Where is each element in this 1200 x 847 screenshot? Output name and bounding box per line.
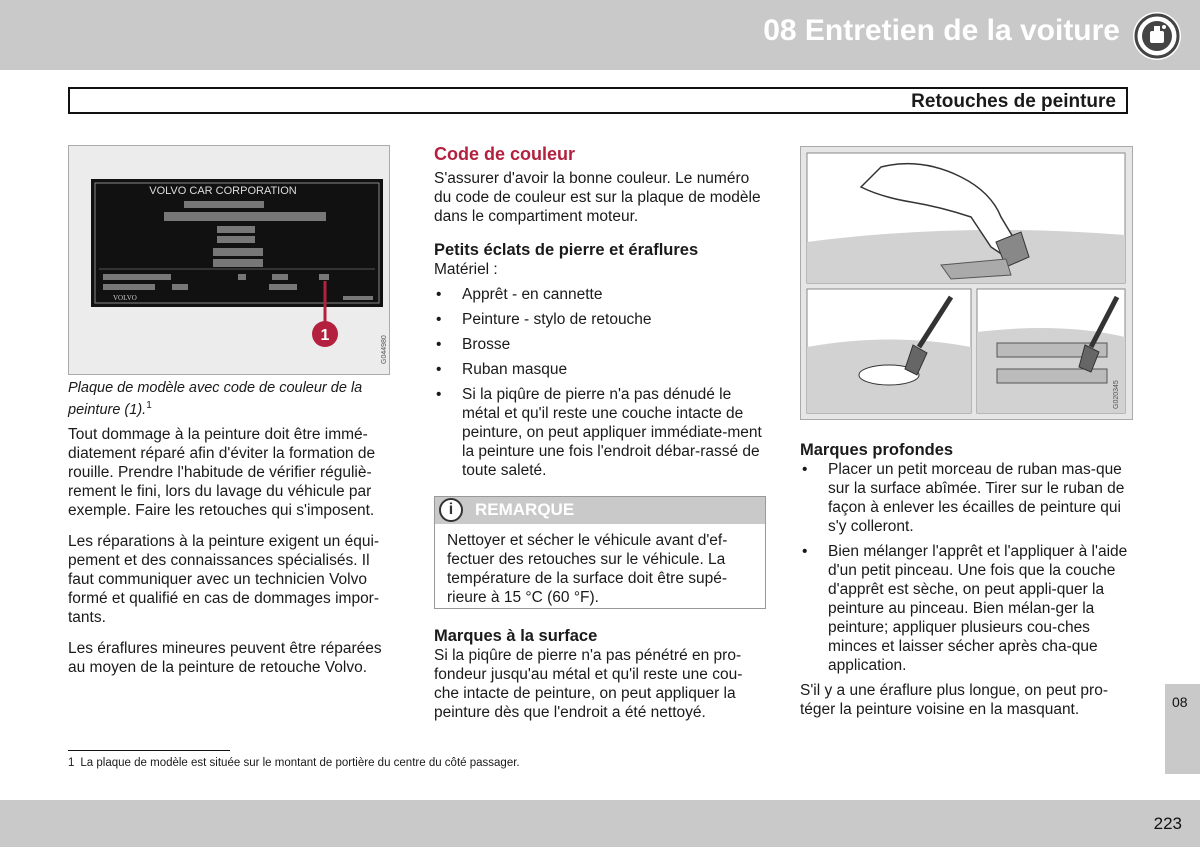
column-middle — [434, 143, 766, 486]
footnote — [68, 756, 520, 770]
surface-marks-section — [434, 626, 766, 734]
note-text: Nettoyer et sécher le véhicule avant d'ef-fectuer des retouches sur le véhicule. La température de la surface doit être supé-rieure à 15 °C (60 °F). — [447, 532, 728, 606]
chapter-title: 08 Entretien de la voiture — [763, 14, 1120, 47]
figure-code: G044980 — [381, 335, 388, 364]
list-item: • Si la piqûre de pierre n'a pas dénudé le métal et qu'il reste une couche intacte de peinture, on peut appliquer immédiate-ment la peinture une fois l'endroit débar-rassé de toute saleté. — [434, 385, 766, 480]
section-title: Retouches de peinture — [911, 91, 1116, 112]
figure-code: G020345 — [1113, 380, 1120, 409]
footnote-ref: 1 — [146, 400, 152, 411]
list-item: • Peinture - stylo de retouche — [434, 310, 766, 329]
footnote-mark: 1 — [68, 757, 75, 769]
header-bar — [0, 0, 1200, 70]
section-header-box — [68, 87, 1128, 114]
plate-title: VOLVO CAR CORPORATION — [149, 185, 297, 197]
list-item: • Bien mélanger l'apprêt et l'appliquer à l'aide d'un petit pinceau. Une fois que la couche d'apprêt est sèche, on peut appli-quer la peinture au pinceau. Bien mélan-ger la peinture; appliquer plusieurs cou-ches minces et laisser sécher après cha-que application. — [800, 542, 1130, 675]
touch-up-figure — [800, 146, 1133, 420]
paragraph: Les réparations à la peinture exigent un équi-pement et des connaissances spécialisés. Il faut communiquer avec un technicien Volvo formé et qualifié en cas de dommages impor-tants. — [68, 533, 380, 626]
subheading-deep-marks: Marques profondes — [800, 441, 954, 459]
note-title: REMARQUE — [475, 500, 575, 519]
side-tab-label: 08 — [1172, 694, 1188, 710]
paragraph: Tout dommage à la peinture doit être immé-diatement réparé afin d'éviter la formation de rouille. Prendre l'habitude de vérifier réguliè-rement le fini, lors du lavage du véhicule par exemple. Faire les retouches qui s'imposent. — [68, 426, 376, 519]
footnote-text: La plaque de modèle est située sur le montant de portière du centre du côté passager. — [80, 757, 520, 769]
callout-marker-number: 1 — [320, 327, 330, 344]
paragraph: Les éraflures mineures peuvent être réparées au moyen de la peinture de retouche Volvo. — [68, 640, 382, 676]
footer-bar — [0, 800, 1200, 847]
note-header — [435, 497, 765, 524]
subheading-stone-chips: Petits éclats de pierre et éraflures — [434, 241, 699, 259]
column-left — [68, 425, 398, 689]
caption-text: Plaque de modèle avec code de couleur de la peinture (1). — [68, 380, 363, 418]
chapter-side-tab — [1165, 684, 1200, 774]
list-item: • Brosse — [434, 335, 766, 354]
materials-label: Matériel : — [434, 261, 498, 278]
info-icon: i — [439, 498, 463, 522]
car-care-icon — [1133, 12, 1181, 60]
paragraph: S'il y a une éraflure plus longue, on peut pro-téger la peinture voisine en la masquant. — [800, 682, 1108, 718]
materials-list — [434, 285, 766, 480]
column-right — [800, 440, 1130, 731]
footnote-rule — [68, 750, 230, 751]
subheading-surface-marks: Marques à la surface — [434, 627, 598, 645]
model-plate-figure — [68, 145, 390, 375]
note-box — [434, 496, 766, 609]
list-item: • Ruban masque — [434, 360, 766, 379]
page-number: 223 — [1153, 814, 1182, 833]
heading-color-code: Code de couleur — [434, 144, 576, 164]
paragraph: Si la piqûre de pierre n'a pas pénétré en pro-fondeur jusqu'au métal et qu'il reste une cou-che intacte de peinture, on peut appliquer la peinture dès que l'endroit a été nettoyé. — [434, 647, 743, 721]
plate-brand: VOLVO — [113, 294, 137, 302]
deep-marks-list — [800, 460, 1130, 675]
list-item: • Apprêt - en cannette — [434, 285, 766, 304]
figure-caption — [68, 379, 393, 419]
paragraph: S'assurer d'avoir la bonne couleur. Le numéro du code de couleur est sur la plaque de modèle dans le compartiment moteur. — [434, 170, 761, 225]
list-item: • Placer un petit morceau de ruban mas-que sur la surface abîmée. Tirer sur le ruban de façon à enlever les écailles de peinture qui s'y colleront. — [800, 460, 1130, 536]
